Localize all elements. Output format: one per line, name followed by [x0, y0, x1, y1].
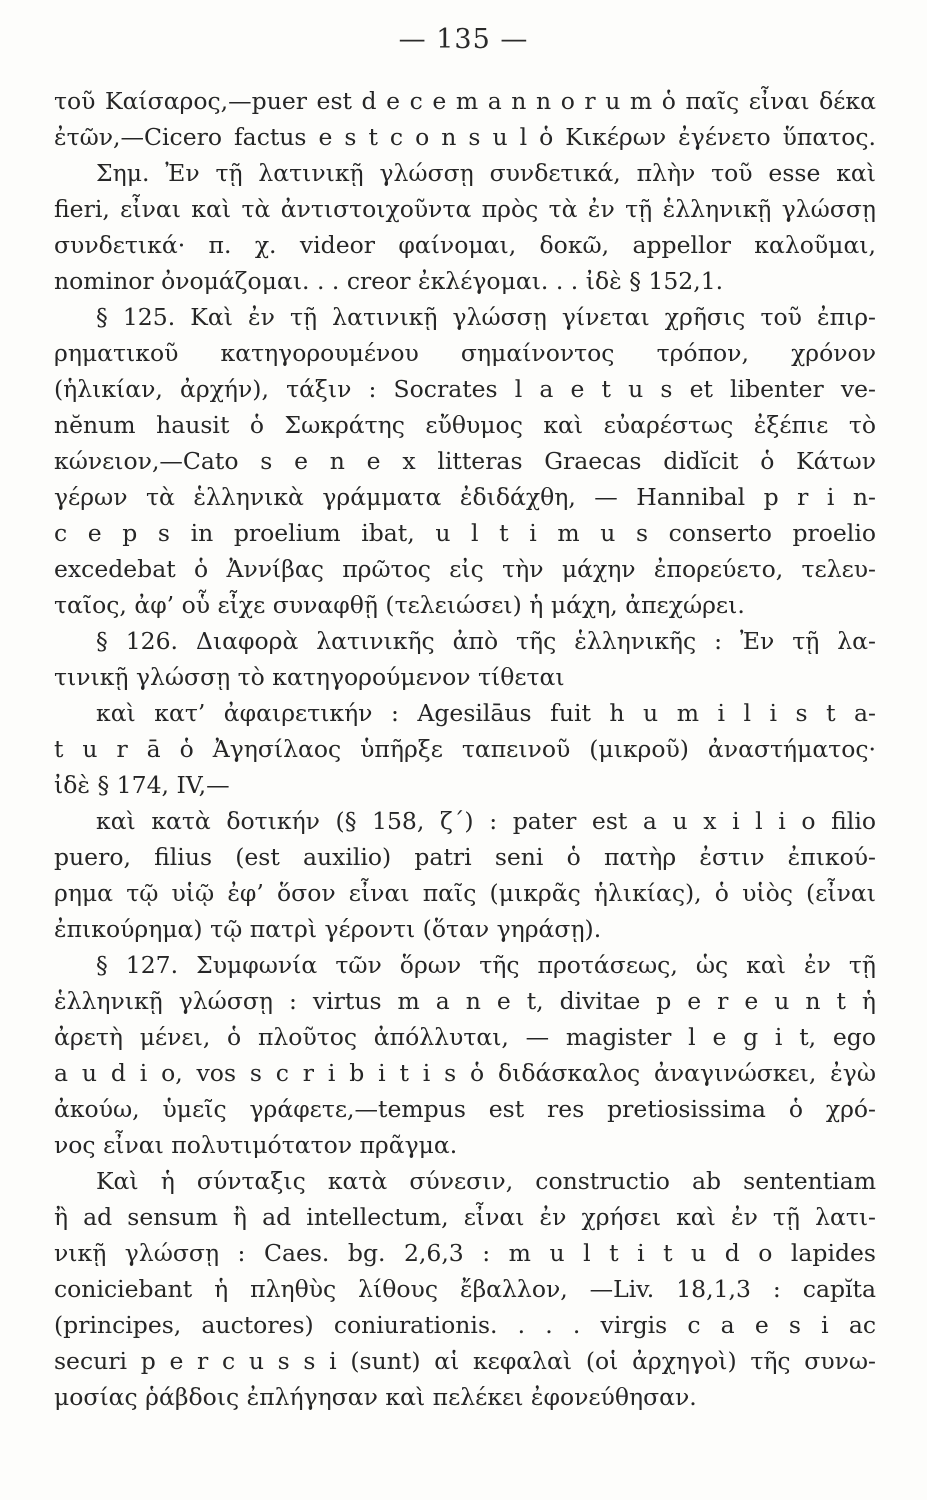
text-line: nominor ὀνομάζομαι. . . creor ἐκλέγομαι. . . ἰδὲ § 152,1.: [54, 267, 724, 295]
text-line: nĕnum hausit ὁ Σωκράτης εὔθυμος καὶ εὐαρέστως ἐξέπιε τὸ: [54, 411, 876, 439]
text-line: ρημα τῷ υἱῷ ἐφ’ ὅσον εἶναι παῖς (μικρᾶς ἡλικίας), ὁ υἱὸς (εἶναι: [54, 879, 876, 907]
text-line: τινικῇ γλώσσῃ τὸ κατηγορούμενον τίθεται: [54, 663, 565, 691]
text-line: συνδετικά· π. χ. videor φαίνομαι, δοκῶ, appellor καλοῦμαι,: [54, 231, 876, 259]
text-line: καὶ κατὰ δοτικήν (§ 158, ζ΄) : pater est a u x i l i o filio: [96, 807, 876, 835]
text-line: coniciebant ἡ πληθὺς λίθους ἔβαλλον, —Liv. 18,1,3 : capĭta: [54, 1275, 876, 1303]
text-line: securi p e r c u s s i (sunt) αἱ κεφαλαὶ (οἱ ἀρχηγοὶ) τῆς συνω-: [54, 1347, 876, 1375]
text-line: νικῇ γλώσσῃ : Caes. bg. 2,6,3 : m u l t i t u d o lapides: [54, 1239, 876, 1267]
text-line: ἀρετὴ μένει, ὁ πλοῦτος ἀπόλλυται, — magister l e g i t, ego: [54, 1023, 876, 1051]
text-line: excedebat ὁ Ἀννίβας πρῶτος εἰς τὴν μάχην ἐπορεύετο, τελευ-: [54, 555, 876, 583]
text-line: καὶ κατ’ ἀφαιρετικήν : Agesilāus fuit h u m i l i s t a-: [96, 699, 876, 727]
text-line: ἐτῶν,—Cicero factus e s t c o n s u l ὁ Κικέρων ἐγένετο ὕπατος.: [54, 123, 876, 151]
text-line: (ἡλικίαν, ἀρχήν), τάξιν : Socrates l a e t u s et libenter ve-: [54, 375, 876, 403]
text-line: Σημ. Ἐν τῇ λατινικῇ γλώσσῃ συνδετικά, πλὴν τοῦ esse καὶ: [96, 159, 876, 187]
text-line: § 127. Συμφωνία τῶν ὅρων τῆς προτάσεως, ὡς καὶ ἐν τῇ: [96, 951, 876, 979]
page-number: — 135 —: [398, 24, 529, 55]
text-line: ἑλληνικῇ γλώσσῃ : virtus m a n e t, divitae p e r e u n t ἡ: [54, 987, 876, 1015]
text-line: (principes, auctores) coniurationis. . . . virgis c a e s i ac: [54, 1311, 876, 1339]
text-line: γέρων τὰ ἑλληνικὰ γράμματα ἐδιδάχθη, — Hannibal p r i n-: [54, 483, 876, 511]
text-line: ρηματικοῦ κατηγορουμένου σημαίνοντος τρόπον, χρόνον: [54, 339, 876, 367]
text-line: puero, filius (est auxilio) patri seni ὁ πατὴρ ἐστιν ἐπικού-: [54, 843, 876, 871]
text-line: § 125. Καὶ ἐν τῇ λατινικῇ γλώσσῃ γίνεται χρῆσις τοῦ ἐπιρ-: [96, 303, 876, 331]
text-line: μοσίας ῥάβδοις ἐπλήγησαν καὶ πελέκει ἐφονεύθησαν.: [54, 1383, 697, 1411]
text-line: τοῦ Καίσαρος,—puer est d e c e m a n n o r u m ὁ παῖς εἶναι δέκα: [54, 87, 876, 115]
text-line: ταῖος, ἀφ’ οὗ εἶχε συναφθῇ (τελειώσει) ἡ μάχη, ἀπεχώρει.: [54, 591, 745, 619]
text-line: fieri, εἶναι καὶ τὰ ἀντιστοιχοῦντα πρὸς τὰ ἐν τῇ ἑλληνικῇ γλώσσῃ: [54, 195, 876, 223]
text-line: κώνειον,—Cato s e n e x litteras Graecas didĭcit ὁ Κάτων: [54, 447, 876, 475]
text-line: a u d i o, vos s c r i b i t i s ὁ διδάσκαλος ἀναγινώσκει, ἐγὼ: [54, 1059, 876, 1087]
text-line: νος εἶναι πολυτιμότατον πρᾶγμα.: [54, 1131, 458, 1159]
text-line: ἐπικούρημα) τῷ πατρὶ γέροντι (ὅταν γηράσῃ).: [54, 915, 602, 943]
text-line: ἀκούω, ὑμεῖς γράφετε,—tempus est res pretiosissima ὁ χρό-: [54, 1095, 876, 1123]
text-line: ἰδὲ § 174, IV,—: [54, 771, 230, 799]
text-line: t u r ā ὁ Ἀγησίλαος ὑπῆρξε ταπεινοῦ (μικροῦ) ἀναστήματος·: [54, 735, 876, 763]
text-line: Καὶ ἡ σύνταξις κατὰ σύνεσιν, constructio ab sententiam: [96, 1167, 876, 1195]
text-line: § 126. Διαφορὰ λατινικῆς ἀπὸ τῆς ἑλληνικῆς : Ἐν τῇ λα-: [96, 627, 876, 655]
text-line: ἢ ad sensum ἢ ad intellectum, εἶναι ἐν χρήσει καὶ ἐν τῇ λατι-: [54, 1203, 876, 1231]
text-line: c e p s in proelium ibat, u l t i m u s conserto proelio: [54, 519, 876, 547]
